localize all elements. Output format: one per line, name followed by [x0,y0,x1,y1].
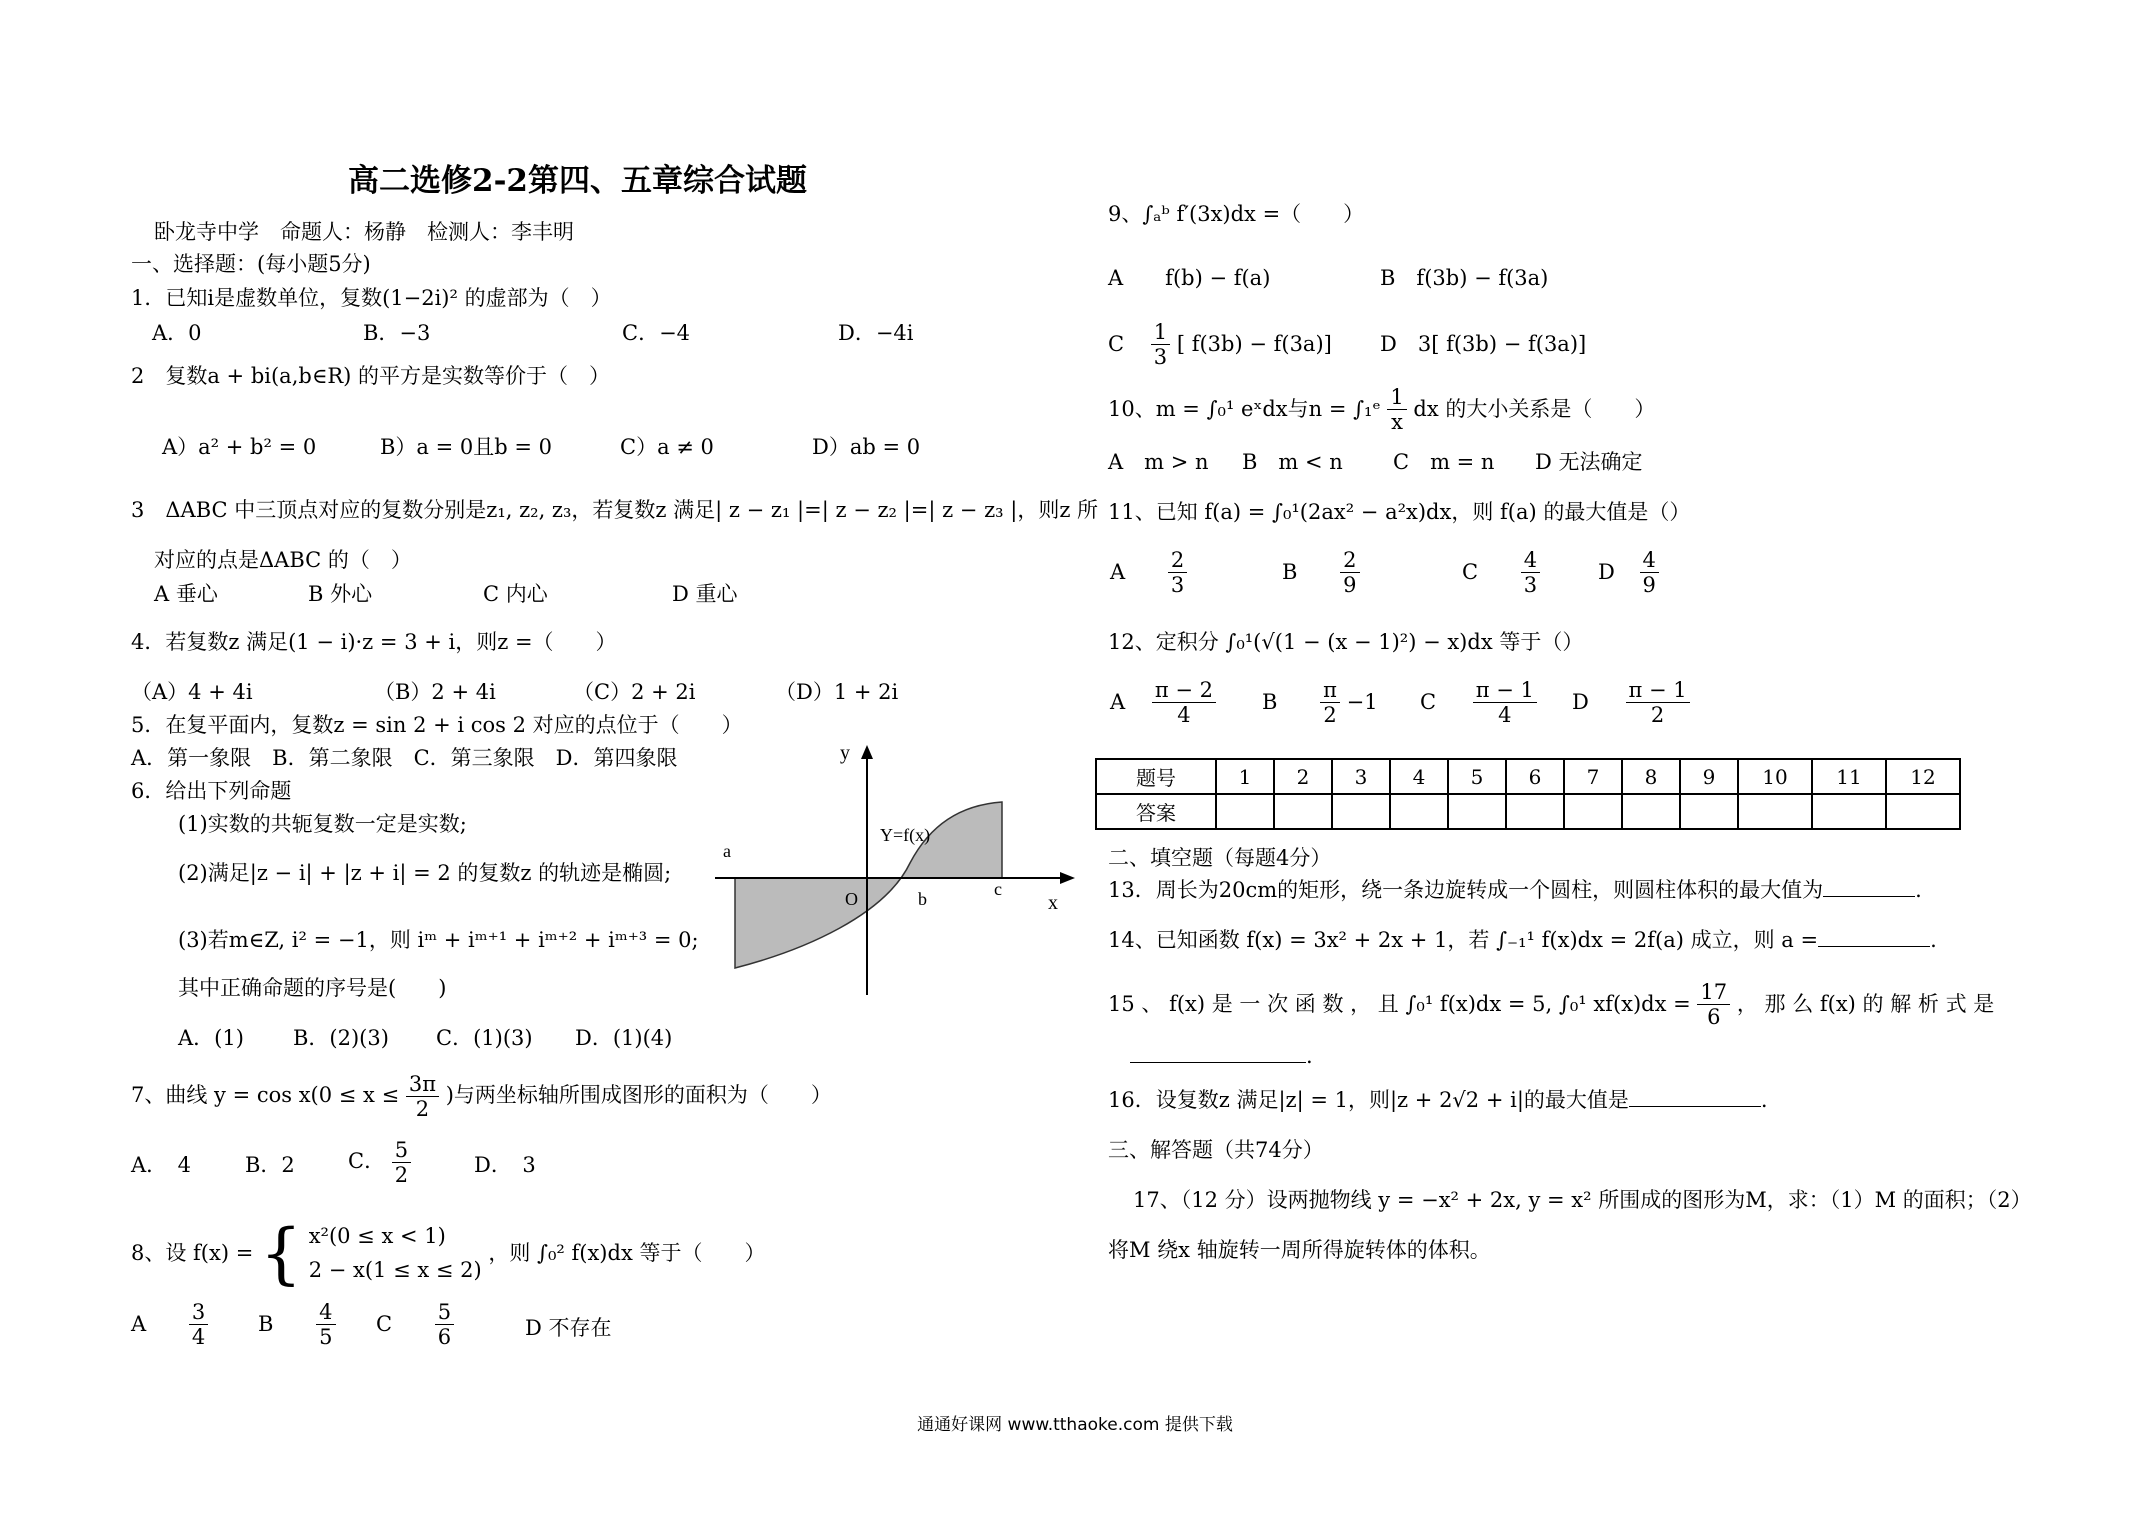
q12-b-frac [1320,678,1340,727]
answer-table-answer-label: 答案 [1096,794,1216,829]
q8-b-den: 5 [319,1325,333,1350]
q12-option-c [1420,678,1537,727]
q2-option-a: A）a² + b² = 0 [162,435,317,459]
q7-option-c-frac [392,1138,411,1187]
q11-option-d [1598,548,1659,597]
answer-table-number: 10 [1738,759,1812,794]
q12-b-suffix: −1 [1346,690,1378,715]
answer-table-number: 2 [1274,759,1332,794]
answer-cell[interactable] [1216,794,1274,829]
q8-case-2: 2 − x(1 ≤ x ≤ 2) [308,1257,482,1282]
q9-option-d: D 3[ f(3b) − f(3a)] [1380,332,1587,356]
q3-option-c: C 内心 [483,582,548,606]
q16-blank[interactable] [1629,1106,1761,1107]
q8-case-1: x²(0 ≤ x < 1) [308,1224,446,1248]
q12-d-num: π − 1 [1626,678,1690,703]
q2-option-b: B）a = 0且b = 0 [380,435,553,459]
q9-option-b: B f(3b) − f(3a) [1380,266,1549,290]
q12-option-b [1262,678,1378,727]
q15-period: . [1306,1044,1313,1068]
q8-c-label: C [376,1312,393,1337]
q15 [1108,980,1994,1029]
q10-option-a: A m > n [1108,450,1209,474]
graph-x-label: x [1048,892,1058,914]
q4-option-a: （A）4 + 4i [131,680,253,704]
q7-stem-a: 7、曲线 y = cos x(0 ≤ x ≤ [131,1083,400,1108]
q3-option-a: A 垂心 [154,582,218,606]
q7-stem [131,1072,832,1121]
q8-c-num: 5 [435,1300,454,1325]
page-title: 高二选修2-2第四、五章综合试题 [348,163,808,199]
graph-y-label: y [840,745,850,764]
q8-stem [131,1214,766,1292]
q12-a-num: π − 2 [1152,678,1216,703]
answer-table-number: 4 [1390,759,1448,794]
q9-c-num: 1 [1151,320,1170,345]
q11-option-b [1282,548,1360,597]
answer-table-number: 7 [1564,759,1622,794]
answer-table-number: 9 [1680,759,1738,794]
q11-b-num: 2 [1340,548,1359,573]
x-axis-arrow [1060,872,1075,884]
q1-option-d: D．−4i [838,321,914,345]
answer-cell[interactable] [1680,794,1738,829]
q11-c-num: 4 [1521,548,1540,573]
section-2-heading: 二、填空题（每题4分） [1108,846,1332,870]
q4-option-c: （C）2 + 2i [573,680,696,704]
q4-option-d: （D）1 + 2i [775,680,899,704]
q11-c-frac [1521,548,1540,597]
q8-a-den: 4 [191,1325,206,1350]
q11-d-label: D [1598,560,1615,585]
q13-period: . [1915,878,1922,902]
q4-stem: 4．若复数z 满足(1 − i)·z = 3 + i，则z =（ ） [131,630,617,654]
q14-period: . [1930,928,1937,952]
q10-stem [1108,385,1655,434]
q11-b-frac [1340,548,1359,597]
answer-cell[interactable] [1448,794,1506,829]
q8-brace: { [260,1214,302,1292]
q7-option-c-label: C． [348,1149,386,1174]
q12-d-frac [1626,678,1690,727]
q4-option-b: （B）2 + 4i [374,680,496,704]
q6-proposition-2: (2)满足|z − i| + |z + i| = 2 的复数z 的轨迹是椭圆; [178,861,672,885]
y-axis-arrow [861,745,873,759]
q9-c-label: C [1108,332,1125,357]
q8-option-a [131,1300,208,1349]
q12-b-label: B [1262,690,1278,715]
q16-period: . [1760,1088,1768,1112]
q8-a-num: 3 [189,1300,208,1325]
byline: 卧龙寺中学 命题人：杨静 检测人：李丰明 [154,220,574,244]
function-graph [715,745,1075,1005]
section-1-heading: 一、选择题：(每小题5分) [131,252,371,276]
q8-b-frac [316,1300,335,1349]
q6-proposition-3: (3)若m∈Z, i² = −1，则 iᵐ + iᵐ⁺¹ + iᵐ⁺² + iᵐ⁺³ = 0; [178,928,699,952]
q13 [1108,880,1922,901]
q12-a-den: 4 [1177,703,1191,728]
answer-table-answer-row [1096,794,1960,829]
q11-d-frac [1640,548,1659,597]
q9-option-c [1108,320,1332,369]
q6-option-a: A．(1) [178,1026,244,1050]
q8-a-label: A [131,1312,147,1337]
answer-cell[interactable] [1390,794,1448,829]
footer: 通通好课网 www.tthaoke.com 提供下载 [917,1415,1233,1435]
answer-cell[interactable] [1812,794,1886,829]
q12-d-den: 2 [1650,703,1665,728]
q10-option-b: B m < n [1242,450,1343,474]
q8-c-den: 6 [437,1325,452,1350]
q6-ask: 其中正确命题的序号是( ) [178,976,447,1000]
q7-option-d: D． 3 [474,1153,536,1177]
shaded-region [735,802,1002,968]
q9-c-expr: [ f(3b) − f(3a)] [1176,332,1332,357]
q11-b-label: B [1282,560,1298,585]
answer-table-number: 1 [1216,759,1274,794]
q10-frac-den: x [1391,410,1403,435]
q11-a-frac [1168,548,1187,597]
q7-c-num: 5 [392,1138,411,1163]
answer-table-number: 6 [1506,759,1564,794]
q11-d-num: 4 [1640,548,1659,573]
q12-a-label: A [1110,690,1126,715]
q11-option-a [1110,548,1187,597]
q11-a-den: 3 [1170,573,1185,598]
q5-options: A．第一象限 B．第二象限 C．第三象限 D．第四象限 [131,746,678,770]
answer-cell[interactable] [1738,794,1812,829]
q7-c-den: 2 [394,1163,409,1188]
q17-line2: 将M 绕x 轴旋转一周所得旋转体的体积。 [1108,1238,1491,1262]
q8-b-num: 4 [316,1300,335,1325]
q8-b-label: B [258,1312,274,1337]
q2-option-d: D）ab = 0 [812,435,921,459]
q12-d-label: D [1572,690,1589,715]
q3-option-d: D 重心 [672,582,738,606]
q8-stem-a: 8、设 f(x) = [131,1241,254,1266]
q15-fraction [1697,980,1730,1029]
q15-blank[interactable] [1130,1062,1306,1063]
q11-a-label: A [1110,560,1126,585]
answer-table-header-row [1096,759,1960,794]
answer-cell[interactable] [1622,794,1680,829]
q10-stem-a: 10、m = ∫₀¹ eˣdx与n = ∫₁ᵉ [1108,397,1381,422]
q16 [1108,1090,1768,1111]
q12-c-den: 4 [1498,703,1512,728]
graph-function-label: Y=f(x) [880,825,931,845]
q8-option-c [376,1300,454,1349]
q7-fraction [406,1072,439,1121]
q15-answer-line [1130,1046,1313,1067]
q12-c-num: π − 1 [1473,678,1537,703]
answer-table-number: 3 [1332,759,1390,794]
q10-stem-b: dx 的大小关系是（ ） [1413,397,1656,422]
q7-option-c [348,1138,411,1187]
q12-option-a [1110,678,1216,727]
answer-table-number: 8 [1622,759,1680,794]
q12-option-d [1572,678,1690,727]
graph-c-label: c [994,879,1002,899]
answer-cell[interactable] [1564,794,1622,829]
q1-option-b: B．−3 [363,321,431,345]
q11-c-label: C [1462,560,1479,585]
q6-stem: 6．给出下列命题 [131,779,292,803]
answer-table-header-label: 题号 [1096,759,1216,794]
q7-option-b: B．2 [245,1153,295,1177]
q6-option-d: D．(1)(4) [575,1026,673,1050]
q1-stem: 1．已知i是虚数单位，复数(1−2i)² 的虚部为（ ） [131,286,612,310]
graph-a-label: a [723,841,731,861]
q6-option-c: C．(1)(3) [436,1026,533,1050]
answer-table-number: 5 [1448,759,1506,794]
q12-a-frac [1152,678,1216,727]
q8-option-d: D 不存在 [525,1316,612,1340]
q10-option-d: D 无法确定 [1535,450,1643,474]
q11-c-den: 3 [1523,573,1538,598]
q8-cases [309,1220,482,1287]
q12-b-den: 2 [1323,703,1337,728]
q2-option-c: C）a ≠ 0 [620,435,714,459]
q11-d-den: 9 [1642,573,1656,598]
q13-blank[interactable] [1823,896,1915,897]
q15-frac-num: 17 [1697,980,1730,1005]
q1-option-a: A．0 [152,321,202,345]
q7-frac-num: 3π [406,1072,439,1097]
answer-table-number: 12 [1886,759,1960,794]
q7-stem-b: )与两坐标轴所围成图形的面积为（ ） [445,1083,832,1108]
q3-stem-line2: 对应的点是ΔABC 的（ ） [154,548,412,572]
q12-c-frac [1473,678,1537,727]
q8-a-frac [189,1300,208,1349]
q12-c-label: C [1420,690,1437,715]
q5-stem: 5．在复平面内，复数z = sin 2 + i cos 2 对应的点位于（ ） [131,713,743,737]
q9-option-a: A f(b) − f(a) [1108,266,1271,290]
q2-stem: 2 复数a + bi(a,b∈R) 的平方是实数等价于（ ） [131,364,611,388]
q7-option-a: A． 4 [131,1153,192,1177]
answer-table-number: 11 [1812,759,1886,794]
q10-frac-num: 1 [1387,385,1406,410]
q15-stem-a: 15 、 f(x) 是 一 次 函 数 ， 且 ∫₀¹ f(x)dx = 5, ∫₀¹ xf(x)dx = [1108,992,1691,1017]
q6-option-b: B．(2)(3) [293,1026,389,1050]
q13-stem: 13．周长为20cm的矩形，绕一条边旋转成一个圆柱，则圆柱体积的最大值为 [1108,878,1824,902]
answer-cell[interactable] [1332,794,1390,829]
q10-option-c: C m = n [1393,450,1495,474]
q3-option-b: B 外心 [308,582,373,606]
q15-frac-den: 6 [1707,1005,1721,1030]
answer-cell[interactable] [1506,794,1564,829]
q8-stem-b: ，则 ∫₀² f(x)dx 等于（ ） [488,1241,766,1266]
q14-stem: 14、已知函数 f(x) = 3x² + 2x + 1，若 ∫₋₁¹ f(x)dx = 2f(a) 成立，则 a = [1108,928,1819,952]
answer-cell[interactable] [1274,794,1332,829]
q12-b-num: π [1320,678,1340,703]
q15-stem-b: ， 那 么 f(x) 的 解 析 式 是 [1736,992,1995,1017]
q9-c-den: 3 [1153,345,1168,370]
q8-c-frac [435,1300,454,1349]
q17-line1: 17、（12 分）设两抛物线 y = −x² + 2x, y = x² 所围成的图形为M，求：（1）M 的面积；（2） [1133,1188,2032,1212]
q9-stem: 9、∫ₐᵇ f′(3x)dx =（ ） [1108,202,1365,226]
q7-frac-den: 2 [415,1097,430,1122]
graph-origin-label: O [845,889,858,909]
q12-stem: 12、定积分 ∫₀¹(√(1 − (x − 1)²) − x)dx 等于（） [1108,630,1584,654]
q10-fraction [1387,385,1406,434]
q8-option-b [258,1300,336,1349]
q11-b-den: 9 [1343,573,1357,598]
q1-option-c: C．−4 [622,321,691,345]
q16-stem: 16．设复数z 满足|z| = 1，则|z + 2√2 + i|的最大值是 [1108,1088,1629,1112]
answer-table [1095,758,1961,830]
q11-option-c [1462,548,1540,597]
q9-c-frac [1151,320,1170,369]
q14-blank[interactable] [1818,946,1930,947]
q3-stem-line1: 3 ΔABC 中三顶点对应的复数分别是z₁, z₂, z₃，若复数z 满足| z − z₁ |=| z − z₂ |=| z − z₃ |，则z 所 [131,498,1099,522]
section-3-heading: 三、解答题（共74分） [1108,1138,1324,1162]
q11-a-num: 2 [1168,548,1187,573]
q6-proposition-1: (1)实数的共轭复数一定是实数; [178,812,467,836]
answer-cell[interactable] [1886,794,1960,829]
q14 [1108,930,1937,951]
q11-stem: 11、已知 f(a) = ∫₀¹(2ax² − a²x)dx，则 f(a) 的最大值是（） [1108,500,1691,524]
graph-b-label: b [918,889,927,909]
